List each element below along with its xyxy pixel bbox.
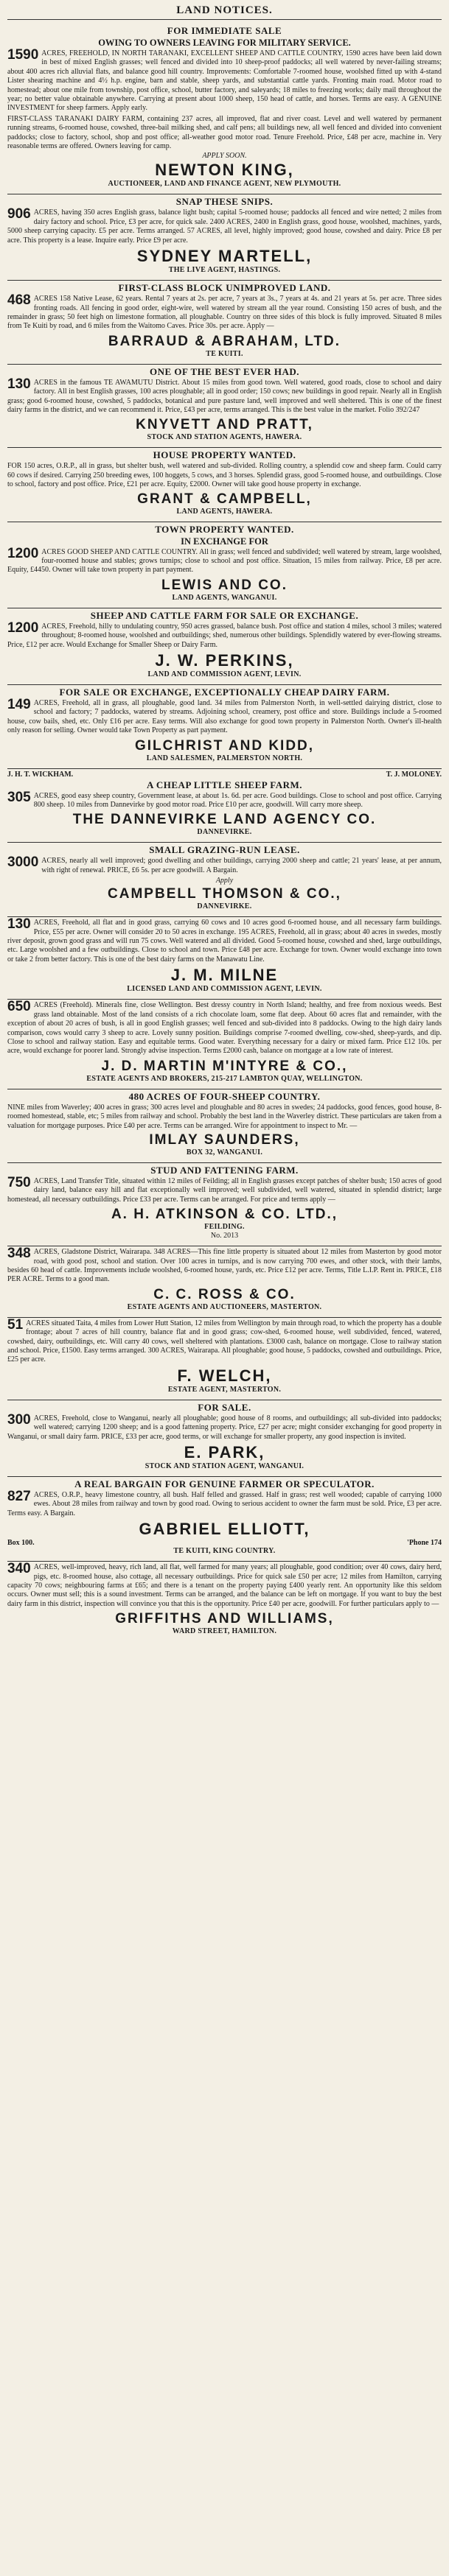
ad-description: ACRES, O.R.P., heavy limestone country, all bush. Half felled and grassed. Half in grass; rest well wooded; capable of carrying 1000 ewes. About 28 miles from railway and town by good road. Owing to serious accident to owner the farm must be sold. Price, £3 per acre. Terms easy. A Bargain. <box>7 1491 442 1517</box>
ad-heading: HOUSE PROPERTY WANTED. <box>153 449 296 461</box>
advertisement <box>7 360 442 444</box>
phone-number: 'Phone 174 <box>407 1539 442 1548</box>
ad-body-text <box>7 699 442 736</box>
advertisement <box>7 1159 442 1242</box>
ad-heading: A CHEAP LITTLE SHEEP FARM. <box>146 779 303 790</box>
ad-divider <box>7 1476 442 1477</box>
advertisement <box>7 1396 442 1473</box>
ad-description: ACRES, Freehold, all flat and in good grass, carrying 60 cows and 10 acres good 6-roomed house, and all necessary farm buildings. Price, £55 per acre. Owner will consider 20 to 50 acres in exchange. 195 ACRES, Freehold, all in grass; about 40 acres in swedes, mostly river deposit, grown good grass and will run 75 cows. Well watered and all divided. Good 5-roomed house, cowshed and shed, large outbuildings, etc. Large woolshed and a few outbuildings. Close to school and town. Price £48 per acre. Exchange for town. Owner would exchange into town or take 2 from better factory. This is one of the best dairy farms on the Manawatu Line. <box>7 919 442 964</box>
ad-body-text <box>7 49 442 113</box>
acreage-number: 906 <box>7 206 31 222</box>
agent-address: BOX 32, WANGANUI. <box>186 1148 263 1157</box>
advertisement-column <box>7 23 442 1638</box>
ad-heading: SHEEP AND CATTLE FARM FOR SALE OR EXCHANGE. <box>90 609 359 621</box>
acreage-number: 149 <box>7 697 31 712</box>
agent-name: A. H. ATKINSON & CO. LTD., <box>111 1207 338 1223</box>
agent-address: STOCK AND STATION AGENTS, HAWERA. <box>147 433 302 442</box>
ad-divider <box>7 842 442 843</box>
acreage-number: 130 <box>7 916 31 933</box>
ad-divider <box>7 999 442 1000</box>
ad-body-text <box>7 1103 442 1131</box>
agent-name: CAMPBELL THOMSON & CO., <box>108 886 341 902</box>
ad-reference-number: No. 2013 <box>210 1232 239 1240</box>
ad-body-text <box>7 1174 442 1204</box>
ad-divider <box>7 684 442 685</box>
agent-name: BARRAUD & ABRAHAM, LTD. <box>108 333 341 349</box>
ad-description: ACRES situated Taita, 4 miles from Lower Hutt Station, 12 miles from Wellington by main through road, to which the property has a double frontage; about 7 acres of hill country, balance flat and in good grass; cow-shed, 6-roomed house, well subdivided, fenced, watered, cowshed, dairy, outbuildings, etc. Will carry 40 cows, well sheltered with plantations. £3000 cash, balance on mortgage. Close to railway station and school. Price, £1500. Easy terms arranged. 300 ACRES, Wairarapa. All ploughable; good house, 5 paddocks, cowshed and outbuildings. Price, £25 per acre. <box>7 1319 442 1364</box>
ad-description: ACRES, Gladstone District, Wairarapa. 348 ACRES—This fine little property is situated about 12 miles from Masterton by good motor road, with good post, school and station. Over 100 acres in turnips, and is now carrying 700 ewes, and other stock, with their lambs, besides 60 head of cattle. Improvements include woolshed, 6-roomed house, yards, etc. Price £12 per acre. Terms, Title L.I.P. Rent in. PRICE, £18 PER ACRE. Terms to a good man. <box>7 1248 442 1284</box>
advertisement <box>7 1313 442 1396</box>
acreage-number: 130 <box>7 376 31 392</box>
agent-name: F. WELCH, <box>177 1366 272 1385</box>
ad-description: ACRES in the famous TE AWAMUTU District. About 15 miles from good town. Well watered, good roads, close to school and dairy factory. All in best English grasses, 100 acres ploughable; all in good order; 150 cows; new buildings in good repair. Nearly all in English grass; good 6-roomed house, cowshed, 5 paddocks, botanical and pure pasture land, well improved and well sheltered. This is one of the finest dairy farms in the district, and we can recommend it. Price, £43 per acre, terms arranged. This is the best value in the market. Folio 392/247 <box>7 378 442 414</box>
agent-name: KNYVETT AND PRATT, <box>136 417 313 433</box>
ad-heading: FIRST-CLASS BLOCK UNIMPROVED LAND. <box>118 282 331 294</box>
ad-apply-line: Apply <box>215 877 234 885</box>
ad-body-text <box>7 292 442 331</box>
po-box: Box 100. <box>7 1539 35 1548</box>
agent-name: J. M. MILNE <box>170 966 279 985</box>
ad-divider <box>7 768 442 769</box>
acreage-number: 1590 <box>7 47 39 63</box>
ad-heading: FOR IMMEDIATE SALE <box>167 25 282 36</box>
acreage-number: 650 <box>7 999 31 1015</box>
agent-name: GRIFFITHS AND WILLIAMS, <box>115 1611 334 1627</box>
agent-name: GILCHRIST AND KIDD, <box>134 737 315 754</box>
ad-divider <box>7 1162 442 1163</box>
ad-subheading: IN EXCHANGE FOR <box>181 536 268 547</box>
ad-heading: SMALL GRAZING-RUN LEASE. <box>149 844 300 856</box>
advertisement <box>7 23 442 190</box>
agent-name: GRANT & CAMPBELL, <box>137 491 312 507</box>
ad-body-text <box>7 854 442 875</box>
ad-body-text <box>7 545 442 575</box>
agent-address: ESTATE AGENT, MASTERTON. <box>167 1385 282 1394</box>
ad-description: ACRES GOOD SHEEP AND CATTLE COUNTRY. All in grass; well fenced and subdivided; well watered by stream, large woolshed, four-roomed house and stables; grows turnips; close to school and post office. Situation, 15 miles from railway. Price, £8 per acre. Equity, £4450. Owner will take town property in part payment. <box>7 547 442 575</box>
ad-body-text <box>7 916 442 964</box>
agent-name: SYDNEY MARTELL, <box>136 247 313 266</box>
ad-heading: SNAP THESE SNIPS. <box>175 196 274 208</box>
agent-name: E. PARK, <box>184 1443 265 1462</box>
section-masthead: LAND NOTICES. <box>7 4 442 20</box>
advertisement <box>7 1473 442 1557</box>
acreage-number: 827 <box>7 1489 31 1505</box>
partner-name: J. H. T. WICKHAM. <box>7 770 74 779</box>
agent-address: TE KUITI, KING COUNTRY. <box>173 1547 276 1556</box>
ad-body-text <box>7 1563 442 1609</box>
advertisement <box>7 1085 442 1159</box>
acreage-number: 1200 <box>7 620 39 636</box>
agent-address: FEILDING. <box>204 1223 245 1232</box>
ad-divider <box>7 447 442 448</box>
agent-name: J. W. PERKINS, <box>155 651 294 670</box>
agent-address: DANNEVIRKE. <box>197 902 252 911</box>
agent-address: ESTATE AGENTS AND AUCTIONEERS, MASTERTON. <box>127 1302 322 1311</box>
ad-partner-names <box>7 771 442 779</box>
agent-address: LAND AGENTS, WANGANUI. <box>172 593 277 602</box>
ad-body-text <box>7 208 442 245</box>
advertisement <box>7 518 442 604</box>
ad-description: ACRES, good easy sheep country, Government lease, at about 1s. 6d. per acre. Good buildings. Close to school and post office. Carrying 800 sheep. 10 miles from Dannevirke by good motor road. Price £10 per acre, goodwill. Will carry more sheep. <box>33 791 442 810</box>
advertisement <box>7 190 442 276</box>
ad-description: FOR 150 acres, O.R.P., all in grass, but shelter bush, well watered and sub-divided. Rolling country, a splendid cow and sheep farm. Could carry 60 cows if desired. Carrying 250 breeding ewes, 100 hoggets, 5 cows, and 3 horses. Splendid grass, good 5-roomed house, and outbuildings. Close to school, factory and post office. Price, £21 per acre. Equity, £2000. Owner will take good house property in exchange. <box>7 462 442 489</box>
ad-description: ACRES (Freehold). Minerals fine, close Wellington. Best dressy country in North Island; healthy, and free from noxious weeds. Best grass land obtainable. Most of the land consists of a rich chocolate loam, some flat deep. About 60 acres flat and remainder, with the exception of about 20 acres of bush, is all in good English grasses; well fenced and sub-divided into 8 paddocks. Owing to the high dairy lands comparison, cows would carry 3 sheep to acre. Lovely sunny position. Buildings comprise 7-roomed dwelling, cow-shed, sheep-yards, and dip. Close to school and railway station. Easy and equitable terms. Good water. Everything necessary for a dairy or mixed farm. Price £12 10s. per acre, would exchange for poorer land. Strongly advise inspection. Terms £2000 cash, balance on mortgage at a low rate of interest. <box>7 1001 442 1056</box>
ad-heading: FOR SALE. <box>198 1401 251 1413</box>
advertisement <box>7 443 442 517</box>
agent-name: NEWTON KING, <box>155 161 294 180</box>
agent-address: AUCTIONEER, LAND AND FINANCE AGENT, NEW PLYMOUTH. <box>108 180 341 189</box>
acreage-number: 51 <box>7 1316 24 1333</box>
ad-heading: TOWN PROPERTY WANTED. <box>155 523 294 535</box>
ad-description: ACRES, FREEHOLD, IN NORTH TARANAKI, EXCELLENT SHEEP AND CATTLE COUNTRY, 1590 acres have been laid down in best of mixed English grasses; well fenced and divided into 10 sheep-proof paddocks; all well watered by never-failing streams; about 400 acres rich alluvial flats, and balance good hill country. Improvements: Comfortable 7-roomed house, woolshed fitted up with 4-stand Lister shearing machine and 4½ h.p. engine, barn and stable, sheep yards, and substantial cattle yards. Fronting main road. Motor road to homestead; about one mile from township, post office, school, butter factory, and saleyards; 18 miles to freezing works; daily mail throughout the year; no better value obtainable anywhere. Carrying at present about 1000 sheep, 150 head of cattle, and horses. Terms are easy. A GENUINE INVESTMENT for sheep farmers. Apply early. <box>7 49 442 113</box>
agent-address: ESTATE AGENTS AND BROKERS, 215-217 LAMBTON QUAY, WELLINGTON. <box>86 1074 363 1083</box>
agent-address: LAND AND COMMISSION AGENT, LEVIN. <box>147 670 302 678</box>
ad-description: NINE miles from Waverley; 400 acres in grass; 300 acres level and ploughable and 80 acres in swedes; 24 paddocks, good fences, good house, 8-roomed homestead, stable, etc; 5 miles from railway and school. Probably the best land in the Waverley district. These particulars are taken from a valuation for mortgage purposes. Price £40 per acre. Terms can be arranged. Wire for appointment to inspect to Mr. — <box>7 1103 442 1130</box>
land-notices-page <box>7 0 442 1638</box>
ad-description: ACRES, well-improved, heavy, rich land, all flat, well farmed for many years; all ploughable, good condition; over 40 cows, dairy herd, pigs, etc. 8-roomed house, also cottage, all necessary outbuildings. Price for quick sale £50 per acre; 12 miles from Hamilton, carrying capacity 70 cows; neighbouring farms at £65; and there is a tenant on the property paying £400 yearly rent. An opportunity like this seldom occurs. Owner must sell; this is a sound investment. Terms can be arranged, and the balance can be left on mortgage. If you want to buy the best dairy farm in this district, inspection will convince you that this is the opportunity. Price £40 per acre, goodwill. For further particulars apply to — <box>7 1563 442 1608</box>
advertisement <box>7 681 442 765</box>
advertisement <box>7 765 442 839</box>
advertisement <box>7 1242 442 1313</box>
ad-body-text <box>7 462 442 489</box>
ad-apply-line: APPLY SOON. <box>202 152 247 161</box>
ad-description: ACRES, having 350 acres English grass, balance light bush; capital 5-roomed house; paddocks all fenced and wire netted; 2 miles from dairy factory and school. Price, £3 per acre, for quick sale. 2400 ACRES, 2400 in English grass, good house, woolshed, machines, yards, 5000 sheep carrying capacity. £5 per acre. Terms arranged. 57 ACRES, all level, highly improved; good house, cowshed and dairy. Price £8 per acre. This property is a lease. Inquire early. Price £9 per acre. <box>7 208 442 245</box>
ad-body-text <box>7 1411 442 1442</box>
agent-name: J. D. MARTIN M'INTYRE & CO., <box>101 1058 348 1074</box>
agent-address: TE KUITI. <box>206 349 243 358</box>
advertisement <box>7 913 442 995</box>
agent-name: GABRIEL ELLIOTT, <box>139 1520 310 1539</box>
ad-heading: STUD AND FATTENING FARM. <box>150 1164 299 1176</box>
acreage-number: 348 <box>7 1246 31 1262</box>
ad-divider <box>7 364 442 365</box>
ad-subheading: OWING TO OWNERS LEAVING FOR MILITARY SERVICE. <box>98 38 351 48</box>
agent-address: LAND SALESMEN, PALMERSTON NORTH. <box>146 754 303 762</box>
advertisement <box>7 838 442 913</box>
ad-divider <box>7 916 442 917</box>
advertisement <box>7 604 442 681</box>
acreage-number: 300 <box>7 1411 31 1428</box>
ad-secondary-listing: FIRST-CLASS TARANAKI DAIRY FARM, containing 237 acres, all improved, flat and river coast. Level and well watered by permanent running streams, 6-roomed house, cowshed, three-bail milking shed, and calf pens; all buildings new, all well fenced and divided into convenient paddocks; close to factory, school, shop and post office; all-weather good motor road. Tenure Freehold. Price, £48 per acre, machine in. Very reasonable terms are offered. Owners leaving for camp. <box>7 114 442 151</box>
acreage-number: 3000 <box>7 854 39 871</box>
ad-description: ACRES, Freehold, hilly to undulating country, 950 acres grassed, balance bush. Post office and station 4 miles, school 3 miles; watered throughout; 8-roomed house, woolshed and outbuildings; shed, numerous other buildings. Splendidly watered by ever-flowing streams. Price, £12 per acre. Would Exchange for Smaller Sheep or Dairy Farm. <box>7 622 442 649</box>
agent-name: THE DANNEVIRKE LAND AGENCY CO. <box>72 812 377 828</box>
agent-name: LEWIS AND CO. <box>161 577 288 593</box>
ad-divider <box>7 1317 442 1318</box>
agent-address: LAND AGENTS, HAWERA. <box>176 507 273 516</box>
partner-name: T. J. MOLONEY. <box>386 770 442 779</box>
ad-body-text <box>7 376 442 415</box>
acreage-number: 305 <box>7 789 31 805</box>
ad-divider <box>7 280 442 281</box>
ad-description: ACRES, Freehold, all in grass, all ploughable, good land. 34 miles from Palmerston North, in well-settled dairying district, close to school and factory; 7 paddocks, watered by streams. Adjoining school, creamery, post office and store. Buildings include a 5-roomed house, cow bails, shed, etc. Only £16 per acre. Easy terms. Will also exchange for good town property in Palmerston North. Owner's ill-health only reason for selling. Owner would take Town Property as part payment. <box>7 699 442 735</box>
acreage-number: 1200 <box>7 545 39 561</box>
ad-heading: ONE OF THE BEST EVER HAD. <box>150 365 299 377</box>
agent-address: WARD STREET, HAMILTON. <box>172 1627 277 1636</box>
agent-address: DANNEVIRKE. <box>197 828 252 837</box>
agent-address: LICENSED LAND AND COMMISSION AGENT, LEVIN. <box>127 985 322 994</box>
ad-body-text <box>7 622 442 650</box>
acreage-number: 468 <box>7 292 31 309</box>
advertisement <box>7 1557 442 1638</box>
ad-heading: FOR SALE OR EXCHANGE, EXCEPTIONALLY CHEAP DAIRY FARM. <box>59 687 390 698</box>
ad-body-text <box>7 789 442 810</box>
ad-body-text <box>7 1248 442 1285</box>
ad-description: ACRES, Land Transfer Title, situated within 12 miles of Feilding; all in English grasses except patches of shelter bush; 150 acres of good dairy land, balance easy hill and flat exceptionally well improved; well subdivided, well watered, situated in splendid district; large homestead, all necessary outbuildings. Price £33 per acre. Terms can be arranged. For price and terms apply — <box>7 1176 442 1204</box>
ad-description: ACRES, nearly all well improved; good dwelling and other buildings, carrying 2000 sheep and cattle; 21 years' lease, at per annum, with right of renewal. PRICE, £6 5s. per acre goodwill. A Bargain. <box>41 857 442 874</box>
ad-body-text <box>7 1491 442 1518</box>
agent-address: THE LIVE AGENT, HASTINGS. <box>168 266 281 275</box>
agent-address: STOCK AND STATION AGENT, WANGANUI. <box>145 1462 304 1471</box>
acreage-number: 750 <box>7 1174 31 1190</box>
agent-name: IMLAY SAUNDERS, <box>149 1131 300 1148</box>
ad-heading: A REAL BARGAIN FOR GENUINE FARMER OR SPECULATOR. <box>74 1478 375 1490</box>
ad-contact-row <box>7 1539 442 1547</box>
ad-body-text <box>7 1316 442 1365</box>
acreage-number: 340 <box>7 1561 31 1577</box>
ad-body-text <box>7 1001 442 1056</box>
ad-divider <box>7 1561 442 1562</box>
advertisement <box>7 276 442 360</box>
ad-description: ACRES, Freehold, close to Wanganui, nearly all ploughable; good house of 8 rooms, and outbuildings; all sub-divided into paddocks; well watered; carrying 1200 sheep; and is a good fattening property. Price, £27 per acre; might consider exchanging for good property in Wanganui, or small dairy farm. PRICE, £33 per acre, good terms, or will exchange for smaller property, any good inspection is invited. <box>7 1414 442 1441</box>
agent-name: C. C. ROSS & CO. <box>153 1286 296 1302</box>
advertisement <box>7 995 442 1084</box>
ad-heading: 480 ACRES OF FOUR-SHEEP COUNTRY. <box>128 1090 321 1102</box>
ad-description: ACRES 158 Native Lease, 62 years. Rental 7 years at 2s. per acre, 7 years at 3s., 7 years at 4s. and 21 years at 5s. per acre. Three sides fronting roads. All fencing in good order, eight-wire, well watered by stream all the year round. Consisting 150 acres of bush, and the remainder in grass; 50 feet high on limestone formation, all ploughable. Country on three sides of this block is fully improved. Situated 8 miles from Te Kuiti by road, and 6 miles from the Waitomo Caves. Price 30s. per acre. Apply — <box>7 295 442 331</box>
